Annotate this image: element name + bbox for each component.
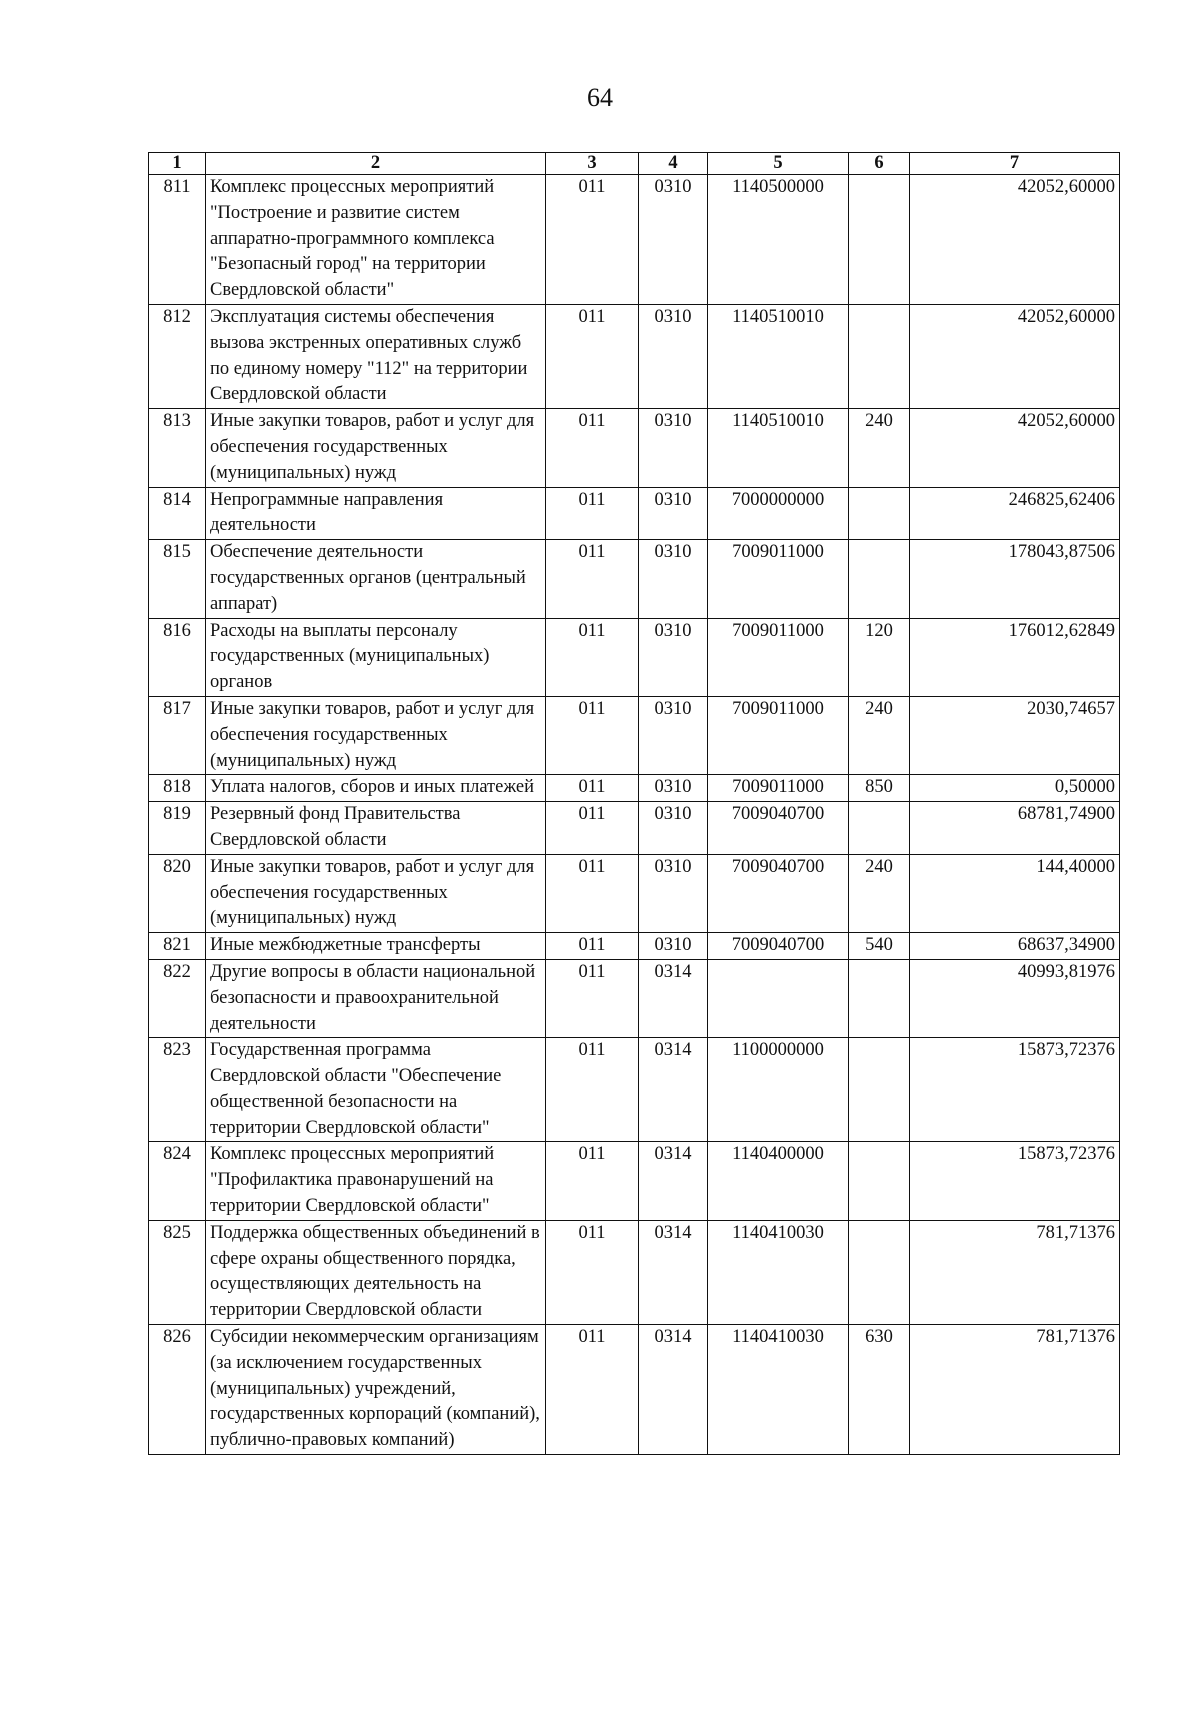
table-row [149, 409, 1120, 487]
table-row [149, 304, 1120, 408]
row-col4: 0310 [639, 775, 708, 802]
table-row [149, 540, 1120, 618]
row-amount: 68781,74900 [910, 802, 1120, 855]
page-number: 64 [587, 83, 613, 112]
row-col5: 1140400000 [708, 1142, 849, 1220]
table-row [149, 1325, 1120, 1455]
row-number: 816 [149, 618, 206, 696]
row-col4: 0310 [639, 409, 708, 487]
row-description: Комплекс процессных мероприятий "Профилактика правонарушений на территории Свердловской области" [206, 1142, 546, 1220]
row-col6: 240 [849, 854, 910, 932]
row-number: 826 [149, 1325, 206, 1455]
row-col6 [849, 487, 910, 540]
row-col6 [849, 540, 910, 618]
header-cell: 1 [149, 153, 206, 175]
row-col4: 0314 [639, 1038, 708, 1142]
row-col3: 011 [546, 409, 639, 487]
row-col4: 0310 [639, 487, 708, 540]
row-col6 [849, 1220, 910, 1324]
table-row [149, 1220, 1120, 1324]
row-col5: 7000000000 [708, 487, 849, 540]
row-col4: 0310 [639, 933, 708, 960]
row-number: 820 [149, 854, 206, 932]
row-col6: 850 [849, 775, 910, 802]
budget-table [148, 152, 1120, 1455]
row-col4: 0310 [639, 696, 708, 774]
row-col4: 0310 [639, 175, 708, 305]
table-row [149, 175, 1120, 305]
table-row [149, 1038, 1120, 1142]
row-amount: 246825,62406 [910, 487, 1120, 540]
row-amount: 0,50000 [910, 775, 1120, 802]
row-amount: 15873,72376 [910, 1038, 1120, 1142]
row-col3: 011 [546, 802, 639, 855]
row-number: 812 [149, 304, 206, 408]
row-description: Иные закупки товаров, работ и услуг для обеспечения государственных (муниципальных) нужд [206, 854, 546, 932]
row-number: 813 [149, 409, 206, 487]
table-row [149, 959, 1120, 1037]
row-col3: 011 [546, 959, 639, 1037]
row-col3: 011 [546, 696, 639, 774]
row-col4: 0314 [639, 959, 708, 1037]
row-col5: 1140510010 [708, 409, 849, 487]
row-col4: 0310 [639, 802, 708, 855]
row-col4: 0310 [639, 854, 708, 932]
row-col6: 540 [849, 933, 910, 960]
row-col5: 7009040700 [708, 854, 849, 932]
row-amount: 42052,60000 [910, 304, 1120, 408]
row-col6: 240 [849, 696, 910, 774]
table-body [149, 175, 1120, 1455]
row-col6 [849, 304, 910, 408]
row-col5: 1140410030 [708, 1220, 849, 1324]
row-col5: 7009011000 [708, 775, 849, 802]
header-cell: 5 [708, 153, 849, 175]
row-col4: 0310 [639, 618, 708, 696]
row-col3: 011 [546, 175, 639, 305]
row-col4: 0310 [639, 540, 708, 618]
row-col3: 011 [546, 775, 639, 802]
row-description: Иные межбюджетные трансферты [206, 933, 546, 960]
row-col6: 240 [849, 409, 910, 487]
row-col5: 7009011000 [708, 540, 849, 618]
row-col5: 1100000000 [708, 1038, 849, 1142]
row-description: Поддержка общественных объединений в сфере охраны общественного порядка, осуществляющих деятельность на территории Свердловской области [206, 1220, 546, 1324]
row-col3: 011 [546, 487, 639, 540]
row-number: 818 [149, 775, 206, 802]
row-col3: 011 [546, 1142, 639, 1220]
row-col6: 630 [849, 1325, 910, 1455]
row-col6 [849, 1038, 910, 1142]
row-col3: 011 [546, 1325, 639, 1455]
header-cell: 6 [849, 153, 910, 175]
table-row [149, 933, 1120, 960]
row-col5: 7009040700 [708, 933, 849, 960]
row-col6 [849, 802, 910, 855]
row-amount: 2030,74657 [910, 696, 1120, 774]
row-col3: 011 [546, 854, 639, 932]
header-cell: 3 [546, 153, 639, 175]
header-row [149, 153, 1120, 175]
row-number: 824 [149, 1142, 206, 1220]
table-row [149, 696, 1120, 774]
row-number: 825 [149, 1220, 206, 1324]
row-amount: 176012,62849 [910, 618, 1120, 696]
row-col5: 7009040700 [708, 802, 849, 855]
row-description: Субсидии некоммерческим организациям (за исключением государственных (муниципальных) учреждений, государственных корпораций (компаний), публично-правовых компаний) [206, 1325, 546, 1455]
table-row [149, 618, 1120, 696]
row-col6 [849, 1142, 910, 1220]
row-amount: 781,71376 [910, 1325, 1120, 1455]
table-row [149, 775, 1120, 802]
row-description: Обеспечение деятельности государственных органов (центральный аппарат) [206, 540, 546, 618]
row-col5: 7009011000 [708, 618, 849, 696]
row-col6 [849, 175, 910, 305]
row-amount: 42052,60000 [910, 409, 1120, 487]
table-row [149, 1142, 1120, 1220]
row-description: Резервный фонд Правительства Свердловской области [206, 802, 546, 855]
row-col3: 011 [546, 540, 639, 618]
row-col5: 7009011000 [708, 696, 849, 774]
row-col4: 0314 [639, 1142, 708, 1220]
row-number: 811 [149, 175, 206, 305]
row-number: 822 [149, 959, 206, 1037]
row-number: 814 [149, 487, 206, 540]
row-col5: 1140410030 [708, 1325, 849, 1455]
row-description: Иные закупки товаров, работ и услуг для обеспечения государственных (муниципальных) нужд [206, 696, 546, 774]
row-col3: 011 [546, 618, 639, 696]
row-amount: 40993,81976 [910, 959, 1120, 1037]
header-cell: 2 [206, 153, 546, 175]
row-col4: 0310 [639, 304, 708, 408]
row-number: 819 [149, 802, 206, 855]
row-description: Уплата налогов, сборов и иных платежей [206, 775, 546, 802]
row-amount: 178043,87506 [910, 540, 1120, 618]
header-cell: 4 [639, 153, 708, 175]
row-description: Непрограммные направления деятельности [206, 487, 546, 540]
row-number: 821 [149, 933, 206, 960]
row-col3: 011 [546, 1038, 639, 1142]
row-amount: 144,40000 [910, 854, 1120, 932]
row-description: Другие вопросы в области национальной безопасности и правоохранительной деятельности [206, 959, 546, 1037]
row-amount: 781,71376 [910, 1220, 1120, 1324]
row-col4: 0314 [639, 1220, 708, 1324]
row-description: Комплекс процессных мероприятий "Построение и развитие систем аппаратно-программного комплекса "Безопасный город" на территории Свердловской области" [206, 175, 546, 305]
table-row [149, 487, 1120, 540]
row-col4: 0314 [639, 1325, 708, 1455]
row-col6: 120 [849, 618, 910, 696]
row-number: 817 [149, 696, 206, 774]
header-cell: 7 [910, 153, 1120, 175]
row-col5: 1140500000 [708, 175, 849, 305]
row-col5 [708, 959, 849, 1037]
row-number: 823 [149, 1038, 206, 1142]
row-col6 [849, 959, 910, 1037]
table-row [149, 854, 1120, 932]
row-col3: 011 [546, 1220, 639, 1324]
row-amount: 68637,34900 [910, 933, 1120, 960]
row-amount: 42052,60000 [910, 175, 1120, 305]
row-col3: 011 [546, 933, 639, 960]
row-description: Государственная программа Свердловской области "Обеспечение общественной безопасности на территории Свердловской области" [206, 1038, 546, 1142]
row-number: 815 [149, 540, 206, 618]
row-amount: 15873,72376 [910, 1142, 1120, 1220]
row-description: Расходы на выплаты персоналу государственных (муниципальных) органов [206, 618, 546, 696]
table-row [149, 802, 1120, 855]
row-col3: 011 [546, 304, 639, 408]
row-col5: 1140510010 [708, 304, 849, 408]
row-description: Иные закупки товаров, работ и услуг для обеспечения государственных (муниципальных) нужд [206, 409, 546, 487]
row-description: Эксплуатация системы обеспечения вызова экстренных оперативных служб по единому номеру "112" на территории Свердловской области [206, 304, 546, 408]
